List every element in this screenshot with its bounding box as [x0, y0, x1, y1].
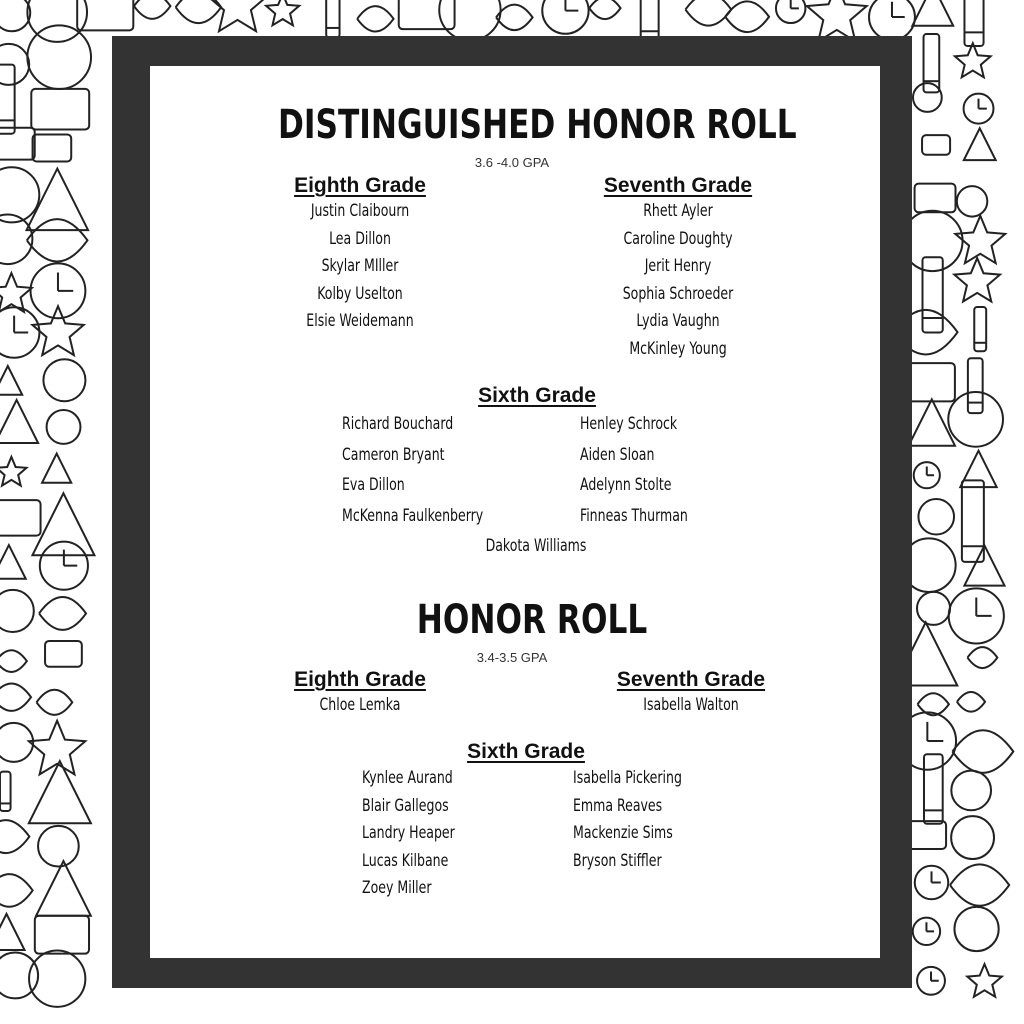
- distinguished-sixth-heading: Sixth Grade: [478, 384, 596, 407]
- name-list-item: Henley Schrock: [580, 414, 678, 434]
- name-list-item: Blair Gallegos: [362, 795, 449, 816]
- name-list-item: Elsie Weidemann: [306, 311, 414, 331]
- name-list-item: Lucas Kilbane: [362, 850, 449, 871]
- honor-seventh-heading: Seventh Grade: [616, 668, 766, 691]
- name-list-item: Jerit Henry: [644, 256, 712, 276]
- distinguished-title: DISTINGUISHED HONOR ROLL: [278, 102, 797, 148]
- name-list-item: Isabella Pickering: [573, 768, 682, 788]
- name-list-item: Cameron Bryant: [342, 444, 445, 465]
- name-list-item: Eva Dillon: [342, 475, 405, 495]
- name-list-item: Adelynn Stolte: [580, 475, 672, 495]
- name-list-item: Chloe Lemka: [319, 695, 401, 715]
- name-list-item: Kolby Uselton: [317, 283, 403, 304]
- distinguished-eighth-heading: Eighth Grade: [294, 174, 426, 197]
- name-list-item: Caroline Doughty: [623, 228, 733, 249]
- distinguished-seventh-heading: Seventh Grade: [603, 174, 753, 197]
- honor-title: HONOR ROLL: [416, 597, 648, 643]
- name-list-item: Justin Claibourn: [310, 201, 410, 221]
- name-list-item: Emma Reaves: [573, 795, 663, 816]
- distinguished-gpa: 3.6 -4.0 GPA: [474, 155, 550, 170]
- white-page: [150, 66, 880, 958]
- name-list-item: Zoey Miller: [362, 878, 432, 898]
- name-list-item: McKinley Young: [629, 338, 727, 359]
- name-list-item: Kynlee Aurand: [362, 768, 453, 788]
- name-list-item: Aiden Sloan: [580, 444, 655, 465]
- name-list-item: Isabella Walton: [643, 695, 739, 715]
- name-list-item: Sophia Schroeder: [622, 283, 734, 304]
- name-list-item: Landry Heaper: [362, 823, 455, 843]
- name-list-item: Rhett Ayler: [643, 201, 713, 221]
- honor-sixth-heading: Sixth Grade: [467, 740, 585, 763]
- distinguished-sixth-last-name: Dakota Williams: [485, 536, 587, 556]
- name-list-item: McKenna Faulkenberry: [342, 505, 484, 526]
- name-list-item: Bryson Stiffler: [573, 850, 662, 871]
- name-list-item: Lea Dillon: [329, 228, 391, 249]
- name-list-item: Mackenzie Sims: [573, 823, 673, 843]
- name-list-item: Finneas Thurman: [580, 505, 688, 526]
- name-list-item: Lydia Vaughn: [636, 311, 720, 331]
- name-list-item: Richard Bouchard: [342, 414, 454, 434]
- name-list-item: Skylar MIller: [321, 256, 399, 276]
- honor-gpa: 3.4-3.5 GPA: [476, 650, 548, 665]
- honor-eighth-heading: Eighth Grade: [294, 668, 426, 691]
